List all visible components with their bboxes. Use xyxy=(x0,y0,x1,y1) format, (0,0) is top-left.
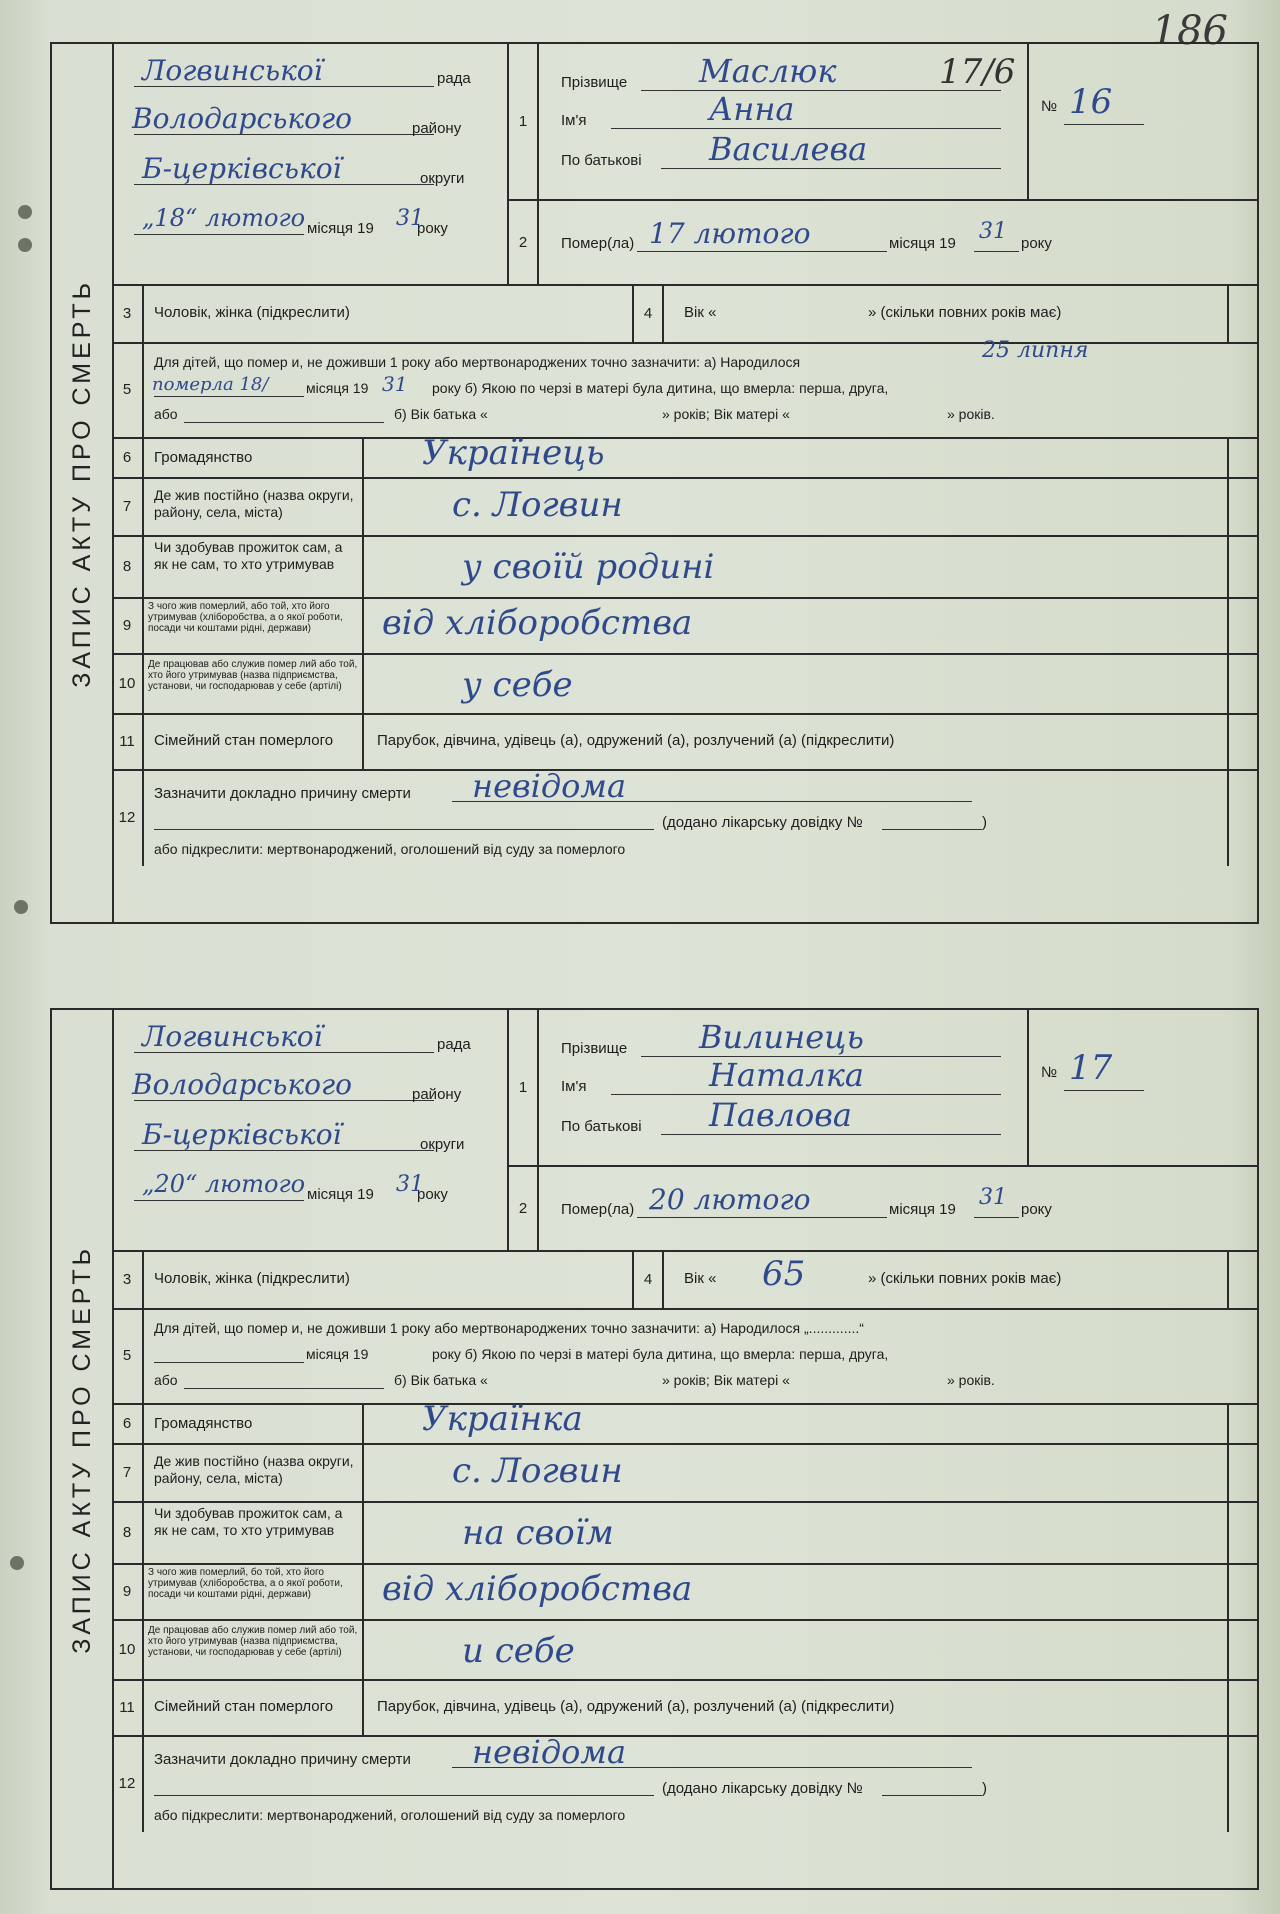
citizenship-value: Українка xyxy=(422,1399,583,1439)
patronymic-value: Павлова xyxy=(709,1096,852,1134)
row-number-3: 3 xyxy=(122,304,132,322)
income-source-label: З чого жив померлий, або той, хто його утримував (хліборобства, а о якої роботи, посади чи коштами рідні, держави) xyxy=(148,601,343,634)
divider xyxy=(142,597,144,653)
death-year-label: року xyxy=(1021,1201,1052,1218)
workplace-label: Де працював або служив помер лий або той, хто його утримував (назва підприємства, установи, чи господарював у себе (артілі) xyxy=(148,659,358,692)
divider xyxy=(1227,1735,1229,1832)
divider xyxy=(1227,1619,1229,1679)
registration-date-underline xyxy=(134,234,304,235)
raion-value: Володарського xyxy=(132,1068,352,1101)
row-number-8: 8 xyxy=(122,1523,132,1541)
side-title-text: ЗАПИС АКТУ ПРО СМЕРТЬ xyxy=(67,1244,96,1654)
row-workplace xyxy=(112,653,1257,715)
infant-line1: Для дітей, що помер и, не доживши 1 року або мертвонароджених точно зазначити: а) Народилося „.............“ xyxy=(154,1320,864,1336)
divider xyxy=(1227,1679,1229,1735)
row-citizenship xyxy=(112,433,1257,479)
row-number-5: 5 xyxy=(122,1347,132,1364)
council-block xyxy=(112,1010,507,1250)
raion-underline xyxy=(134,134,434,135)
surname-label: Прізвище xyxy=(561,1040,628,1057)
residence-label: Де жив постійно (назва округи, району, села, міста) xyxy=(154,1453,354,1486)
age-value: 65 xyxy=(762,1254,806,1294)
name-value: Анна xyxy=(709,90,795,128)
divider xyxy=(1227,769,1229,866)
record-number-label: № xyxy=(1041,1064,1058,1081)
livelihood-label: Чи здобував прожиток сам, а як не сам, то хто утримував xyxy=(154,539,343,572)
row-citizenship xyxy=(112,1399,1257,1445)
divider xyxy=(362,653,364,713)
income-source-value: від хліборобства xyxy=(382,603,693,643)
age-label: Вік « xyxy=(684,1270,717,1287)
certificate-close: ) xyxy=(982,1780,987,1797)
death-month-label: місяця 19 xyxy=(889,235,956,252)
row-number-6: 6 xyxy=(122,448,132,466)
divider xyxy=(1227,597,1229,653)
okruha-label: округи xyxy=(420,170,465,187)
divider xyxy=(1227,1563,1229,1619)
citizenship-value: Українець xyxy=(422,433,605,473)
sex-label: Чоловік, жінка (підкреслити) xyxy=(154,304,350,321)
death-date-block xyxy=(539,1167,1257,1250)
divider xyxy=(142,769,144,866)
residence-value: с. Логвин xyxy=(452,485,623,525)
rada-label: рада xyxy=(437,70,471,87)
income-source-value: від хліборобства xyxy=(382,1569,693,1609)
age-suffix: » (скільки повних років має) xyxy=(868,1270,1062,1287)
divider xyxy=(142,437,144,477)
infant-month-underline xyxy=(154,1362,304,1363)
death-year-label: року xyxy=(1021,235,1052,252)
row-number-12: 12 xyxy=(118,809,136,826)
citizenship-label: Громадянство xyxy=(154,449,253,466)
divider xyxy=(1227,1443,1229,1501)
infant-month-label: місяця 19 xyxy=(306,1346,369,1362)
row-cause xyxy=(112,1735,1257,1832)
row-marital xyxy=(112,1679,1257,1737)
sex-label: Чоловік, жінка (підкреслити) xyxy=(154,1270,350,1287)
month-label: місяця 19 xyxy=(307,220,374,237)
name-underline xyxy=(611,128,1001,129)
okruha-underline xyxy=(134,184,434,185)
okruha-label: округи xyxy=(420,1136,465,1153)
row-infant xyxy=(112,1308,1257,1405)
name-block xyxy=(539,44,1027,199)
divider xyxy=(1227,653,1229,713)
divider xyxy=(1227,284,1229,342)
page-number: 186 xyxy=(1151,8,1228,54)
divider xyxy=(142,1403,144,1443)
registration-date-underline xyxy=(134,1200,304,1201)
patronymic-value: Василева xyxy=(709,130,868,168)
record-number-box xyxy=(1029,1010,1257,1165)
raion-label: району xyxy=(412,1086,462,1103)
died-label: Помер(ла) xyxy=(561,235,635,252)
row-number-2: 2 xyxy=(518,1200,528,1217)
rada-underline xyxy=(134,1052,434,1053)
divider xyxy=(662,1250,664,1308)
rada-value: Логвинської xyxy=(142,1020,323,1053)
infant-line2: року б) Якою по черзі в матері була дитина, що вмерла: перша, друга, xyxy=(432,1346,889,1362)
livelihood-label: Чи здобував прожиток сам, а як не сам, то хто утримував xyxy=(154,1505,343,1538)
divider xyxy=(362,535,364,597)
row-residence xyxy=(112,1443,1257,1503)
row-number-8: 8 xyxy=(122,557,132,575)
infant-years-label: » років. xyxy=(947,1372,995,1388)
infant-death-note: померла 18/ xyxy=(152,374,269,395)
income-source-label: З чого жив померлий, бо той, хто його утримував (хліборобства, а о якої роботи, посади чи коштами рідні, держави) xyxy=(148,1567,343,1600)
cause-underline xyxy=(452,1767,972,1768)
divider xyxy=(362,477,364,535)
row-cause xyxy=(112,769,1257,866)
row-sex-age xyxy=(112,284,1257,344)
row-number-11: 11 xyxy=(119,1698,135,1716)
year-label: року xyxy=(417,1186,448,1203)
death-year-underline xyxy=(974,251,1019,252)
divider xyxy=(1227,437,1229,477)
divider xyxy=(142,1563,144,1619)
infant-years-label: » років. xyxy=(947,406,995,422)
binding-hole xyxy=(10,1556,24,1570)
year-label: року xyxy=(417,220,448,237)
divider xyxy=(142,713,144,769)
row-number-1: 1 xyxy=(518,1079,528,1096)
row-workplace xyxy=(112,1619,1257,1681)
form-side-title xyxy=(52,1010,114,1888)
rada-label: рада xyxy=(437,1036,471,1053)
row-number-5: 5 xyxy=(122,381,132,398)
name-underline xyxy=(611,1094,1001,1095)
okruha-value: Б-церківської xyxy=(142,1118,342,1151)
council-block xyxy=(112,44,507,284)
patronymic-underline xyxy=(661,168,1001,169)
livelihood-value: на своїм xyxy=(462,1513,614,1553)
row-marital xyxy=(112,713,1257,771)
divider xyxy=(362,597,364,653)
infant-month-label: місяця 19 xyxy=(306,380,369,396)
death-date-underline xyxy=(637,1217,887,1218)
death-record-form-upper xyxy=(50,42,1259,924)
divider xyxy=(1227,713,1229,769)
row-number-10: 10 xyxy=(118,1640,136,1658)
surname-value: Маслюк xyxy=(699,52,837,90)
record-number-label: № xyxy=(1041,98,1058,115)
stillborn-note: або підкреслити: мертвонароджений, оголошений від суду за померлого xyxy=(154,1807,626,1823)
name-label: Ім'я xyxy=(561,1078,587,1095)
infant-year-value: 31 xyxy=(382,372,408,396)
record-number-value: 17 xyxy=(1069,1048,1113,1088)
marital-options: Парубок, дівчина, удівець (а), одружений (а), розлучений (а) (підкреслити) xyxy=(377,732,895,749)
workplace-label: Де працював або служив помер лий або той, хто його утримував (назва підприємства, установи, чи господарював у себе (артілі) xyxy=(148,1625,358,1658)
infant-or-label: або xyxy=(154,1372,178,1388)
marital-label: Сімейний стан померлого xyxy=(154,1698,334,1715)
row-residence xyxy=(112,477,1257,537)
marital-label: Сімейний стан померлого xyxy=(154,732,334,749)
infant-line1: Для дітей, що помер и, не доживши 1 року або мертвонароджених точно зазначити: а) Народилося xyxy=(154,354,801,370)
divider xyxy=(1227,1250,1229,1308)
residence-value: с. Логвин xyxy=(452,1451,623,1491)
cause-underline xyxy=(452,801,972,802)
divider xyxy=(142,1619,144,1679)
raion-label: району xyxy=(412,120,462,137)
certificate-label: (додано лікарську довідку № xyxy=(662,1780,863,1797)
okruha-underline xyxy=(134,1150,434,1151)
divider xyxy=(142,535,144,597)
death-record-form-lower xyxy=(50,1008,1259,1890)
death-month-label: місяця 19 xyxy=(889,1201,956,1218)
binding-hole xyxy=(14,900,28,914)
death-date-value: 20 лютого xyxy=(649,1183,811,1216)
infant-father-age-label: б) Вік батька « xyxy=(394,1372,488,1388)
infant-mother-age-label: » років; Вік матері « xyxy=(662,1372,790,1388)
cause-underline-2 xyxy=(154,1795,654,1796)
marital-options: Парубок, дівчина, удівець (а), одружений (а), розлучений (а) (підкреслити) xyxy=(377,1698,895,1715)
death-year-value: 31 xyxy=(979,219,1007,244)
divider xyxy=(362,1563,364,1619)
infant-father-age-label: б) Вік батька « xyxy=(394,406,488,422)
header-block xyxy=(112,1010,1257,1252)
registration-date-value: „18“ лютого xyxy=(142,204,306,232)
divider xyxy=(362,1501,364,1563)
death-year-underline xyxy=(974,1217,1019,1218)
number-correction-mark: 17/6 xyxy=(939,52,1016,92)
divider xyxy=(362,1619,364,1679)
divider xyxy=(142,1443,144,1501)
registration-year-value: 31 xyxy=(396,206,424,231)
divider xyxy=(1227,1403,1229,1443)
header-block xyxy=(112,44,1257,286)
row-income-source xyxy=(112,597,1257,655)
workplace-value: и себе xyxy=(462,1631,575,1671)
raion-underline xyxy=(134,1100,434,1101)
infant-born-value: 25 липня xyxy=(982,338,1089,363)
record-number-value: 16 xyxy=(1069,82,1113,122)
patronymic-label: По батькові xyxy=(561,152,642,169)
divider xyxy=(142,1735,144,1832)
divider xyxy=(142,1308,144,1403)
registration-date-value: „20“ лютого xyxy=(142,1170,306,1198)
divider xyxy=(142,653,144,713)
cause-value: невідома xyxy=(472,767,627,805)
rada-underline xyxy=(134,86,434,87)
death-date-underline xyxy=(637,251,887,252)
surname-value: Вилинець xyxy=(699,1018,864,1056)
row-livelihood xyxy=(112,1501,1257,1565)
name-value: Наталка xyxy=(709,1056,864,1094)
age-suffix: » (скільки повних років має) xyxy=(868,304,1062,321)
certificate-underline xyxy=(882,829,982,830)
name-label: Ім'я xyxy=(561,112,587,129)
form-side-title xyxy=(52,44,114,922)
residence-label: Де жив постійно (назва округи, району, села, міста) xyxy=(154,487,354,520)
row-number-3: 3 xyxy=(122,1270,132,1288)
side-title-text: ЗАПИС АКТУ ПРО СМЕРТЬ xyxy=(67,278,96,688)
raion-value: Володарського xyxy=(132,102,352,135)
death-date-value: 17 лютого xyxy=(649,217,811,250)
divider xyxy=(142,342,144,437)
patronymic-label: По батькові xyxy=(561,1118,642,1135)
death-date-block xyxy=(539,201,1257,284)
certificate-label: (додано лікарську довідку № xyxy=(662,814,863,831)
row-number-7: 7 xyxy=(122,1463,132,1481)
row-number-4: 4 xyxy=(643,1270,653,1288)
row-sex-age xyxy=(112,1250,1257,1310)
death-year-value: 31 xyxy=(979,1185,1007,1210)
month-label: місяця 19 xyxy=(307,1186,374,1203)
died-label: Помер(ла) xyxy=(561,1201,635,1218)
divider xyxy=(362,437,364,477)
infant-month-underline xyxy=(154,396,304,397)
row-number-9: 9 xyxy=(122,1582,132,1600)
row-number-11: 11 xyxy=(119,732,135,750)
okruha-value: Б-церківської xyxy=(142,152,342,185)
divider xyxy=(142,1679,144,1735)
row-number-10: 10 xyxy=(118,674,136,692)
record-number-underline xyxy=(1064,1090,1144,1091)
row-number-4: 4 xyxy=(643,304,653,322)
stillborn-note: або підкреслити: мертвонароджений, оголошений від суду за померлого xyxy=(154,841,626,857)
surname-label: Прізвище xyxy=(561,74,628,91)
name-block xyxy=(539,1010,1027,1165)
infant-or-underline xyxy=(184,422,384,423)
row-number-2: 2 xyxy=(518,234,528,251)
binding-hole xyxy=(18,205,32,219)
row-livelihood xyxy=(112,535,1257,599)
row-infant xyxy=(112,338,1257,439)
record-number-box xyxy=(1029,44,1257,199)
infant-or-label: або xyxy=(154,406,178,422)
divider xyxy=(1227,477,1229,535)
cause-label: Зазначити докладно причину смерти xyxy=(154,785,411,802)
citizenship-label: Громадянство xyxy=(154,1415,253,1432)
row-income-source xyxy=(112,1563,1257,1621)
infant-mother-age-label: » років; Вік матері « xyxy=(662,406,790,422)
row-number-7: 7 xyxy=(122,497,132,515)
livelihood-value: у своїй родині xyxy=(462,547,715,587)
divider xyxy=(142,284,144,342)
record-number-underline xyxy=(1064,124,1144,125)
workplace-value: у себе xyxy=(462,665,573,705)
certificate-close: ) xyxy=(982,814,987,831)
age-label: Вік « xyxy=(684,304,717,321)
infant-or-underline xyxy=(184,1388,384,1389)
binding-hole xyxy=(18,238,32,252)
divider xyxy=(1227,535,1229,597)
row-number-9: 9 xyxy=(122,616,132,634)
row-number-6: 6 xyxy=(122,1414,132,1432)
cause-value: невідома xyxy=(472,1733,627,1771)
row-number-1: 1 xyxy=(518,113,528,130)
divider xyxy=(362,713,364,769)
divider xyxy=(142,477,144,535)
certificate-underline xyxy=(882,1795,982,1796)
divider xyxy=(662,284,664,342)
cause-label: Зазначити докладно причину смерти xyxy=(154,1751,411,1768)
divider xyxy=(362,1679,364,1735)
cause-underline-2 xyxy=(154,829,654,830)
patronymic-underline xyxy=(661,1134,1001,1135)
row-number-12: 12 xyxy=(118,1775,136,1792)
divider xyxy=(142,1250,144,1308)
divider xyxy=(362,1443,364,1501)
rada-value: Логвинської xyxy=(142,54,323,87)
divider xyxy=(362,1403,364,1443)
divider xyxy=(142,1501,144,1563)
divider xyxy=(1227,1501,1229,1563)
infant-line2: року б) Якою по черзі в матері була дитина, що вмерла: перша, друга, xyxy=(432,380,889,396)
registration-year-value: 31 xyxy=(396,1172,424,1197)
